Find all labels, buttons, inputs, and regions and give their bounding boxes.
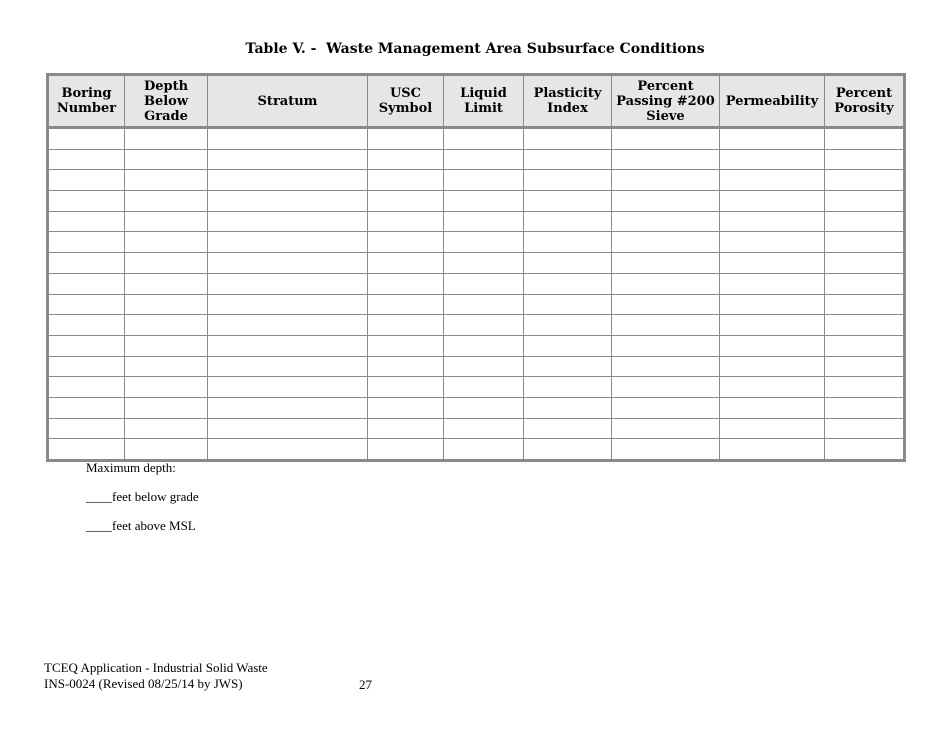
table-cell[interactable] bbox=[825, 273, 905, 294]
table-cell[interactable] bbox=[208, 294, 368, 315]
table-cell[interactable] bbox=[125, 294, 208, 315]
table-cell[interactable] bbox=[48, 149, 125, 170]
table-cell[interactable] bbox=[208, 273, 368, 294]
table-body bbox=[48, 128, 905, 461]
table-cell[interactable] bbox=[208, 191, 368, 212]
table-cell[interactable] bbox=[208, 170, 368, 191]
table-cell[interactable] bbox=[524, 315, 612, 336]
table-cell[interactable] bbox=[720, 315, 825, 336]
table-cell[interactable] bbox=[125, 128, 208, 150]
table-row bbox=[48, 315, 905, 336]
table-cell[interactable] bbox=[612, 253, 720, 274]
table-cell[interactable] bbox=[612, 211, 720, 232]
table-cell[interactable] bbox=[368, 128, 444, 150]
header-plasticity-index: Plasticity Index bbox=[524, 75, 612, 128]
table-cell[interactable] bbox=[825, 439, 905, 461]
table-cell[interactable] bbox=[825, 170, 905, 191]
table-row bbox=[48, 128, 905, 150]
table-cell[interactable] bbox=[48, 335, 125, 356]
table-cell[interactable] bbox=[368, 356, 444, 377]
header-row bbox=[48, 75, 905, 128]
table-cell[interactable] bbox=[524, 232, 612, 253]
table-cell[interactable] bbox=[825, 377, 905, 398]
table-cell[interactable] bbox=[612, 170, 720, 191]
table-row bbox=[48, 439, 905, 461]
table-row bbox=[48, 253, 905, 274]
table-cell[interactable] bbox=[125, 253, 208, 274]
table-cell[interactable] bbox=[612, 397, 720, 418]
footer-form-revision: INS-0024 (Revised 08/25/14 by JWS) bbox=[44, 676, 243, 691]
table-cell[interactable] bbox=[208, 211, 368, 232]
table-cell[interactable] bbox=[612, 418, 720, 439]
table-cell[interactable] bbox=[444, 315, 524, 336]
table-cell[interactable] bbox=[125, 397, 208, 418]
table-cell[interactable] bbox=[125, 211, 208, 232]
table-cell[interactable] bbox=[48, 377, 125, 398]
table-cell[interactable] bbox=[444, 356, 524, 377]
table-cell[interactable] bbox=[720, 418, 825, 439]
table-cell[interactable] bbox=[825, 191, 905, 212]
table-row bbox=[48, 397, 905, 418]
table-row bbox=[48, 335, 905, 356]
table-row bbox=[48, 149, 905, 170]
table-cell[interactable] bbox=[612, 128, 720, 150]
table-cell[interactable] bbox=[825, 418, 905, 439]
table-cell[interactable] bbox=[125, 377, 208, 398]
table-cell[interactable] bbox=[720, 149, 825, 170]
table-cell[interactable] bbox=[524, 397, 612, 418]
table-cell[interactable] bbox=[125, 232, 208, 253]
table-cell[interactable] bbox=[720, 128, 825, 150]
table-cell[interactable] bbox=[612, 294, 720, 315]
table-cell[interactable] bbox=[444, 211, 524, 232]
header-stratum: Stratum bbox=[208, 75, 368, 128]
header-permeability: Permeability bbox=[720, 75, 825, 128]
table-cell[interactable] bbox=[48, 232, 125, 253]
table-cell[interactable] bbox=[524, 253, 612, 274]
table-title: Table V. - Waste Management Area Subsurface Conditions bbox=[245, 41, 705, 57]
table-row bbox=[48, 356, 905, 377]
table-cell[interactable] bbox=[825, 232, 905, 253]
table-cell[interactable] bbox=[612, 232, 720, 253]
table-cell[interactable] bbox=[444, 294, 524, 315]
table-row bbox=[48, 232, 905, 253]
table-cell[interactable] bbox=[208, 128, 368, 150]
table-cell[interactable] bbox=[208, 418, 368, 439]
table-cell[interactable] bbox=[125, 315, 208, 336]
table-cell[interactable] bbox=[444, 335, 524, 356]
table-cell[interactable] bbox=[48, 294, 125, 315]
table-cell[interactable] bbox=[48, 439, 125, 461]
table-cell[interactable] bbox=[720, 439, 825, 461]
table-cell[interactable] bbox=[125, 439, 208, 461]
table-cell[interactable] bbox=[368, 315, 444, 336]
table-cell[interactable] bbox=[444, 170, 524, 191]
table-cell[interactable] bbox=[48, 315, 125, 336]
table-cell[interactable] bbox=[208, 335, 368, 356]
table-cell[interactable] bbox=[524, 128, 612, 150]
feet-above-msl-field: ____feet above MSL bbox=[86, 518, 196, 533]
table-cell[interactable] bbox=[125, 418, 208, 439]
table-cell[interactable] bbox=[368, 211, 444, 232]
table-cell[interactable] bbox=[125, 273, 208, 294]
table-cell[interactable] bbox=[524, 170, 612, 191]
table-cell[interactable] bbox=[612, 335, 720, 356]
header-percent-passing-200-sieve: Percent Passing #200 Sieve bbox=[612, 75, 720, 128]
table-row bbox=[48, 294, 905, 315]
table-cell[interactable] bbox=[612, 273, 720, 294]
footer-application-title: TCEQ Application - Industrial Solid Waste bbox=[44, 660, 268, 675]
table-cell[interactable] bbox=[524, 149, 612, 170]
table-cell[interactable] bbox=[48, 397, 125, 418]
table-cell[interactable] bbox=[48, 128, 125, 150]
table-cell[interactable] bbox=[48, 273, 125, 294]
table-cell[interactable] bbox=[368, 439, 444, 461]
table-cell[interactable] bbox=[612, 356, 720, 377]
header-liquid-limit: Liquid Limit bbox=[444, 75, 524, 128]
table-cell[interactable] bbox=[825, 128, 905, 150]
table-cell[interactable] bbox=[48, 253, 125, 274]
feet-below-grade-field: ____feet below grade bbox=[86, 489, 199, 504]
table-cell[interactable] bbox=[825, 253, 905, 274]
table-cell[interactable] bbox=[208, 439, 368, 461]
table-cell[interactable] bbox=[368, 294, 444, 315]
table-cell[interactable] bbox=[444, 377, 524, 398]
table-cell[interactable] bbox=[612, 439, 720, 461]
table-row bbox=[48, 418, 905, 439]
table-cell[interactable] bbox=[125, 191, 208, 212]
header-percent-porosity: Percent Porosity bbox=[825, 75, 905, 128]
table-cell[interactable] bbox=[524, 294, 612, 315]
table-cell[interactable] bbox=[720, 377, 825, 398]
table-cell[interactable] bbox=[444, 273, 524, 294]
table-cell[interactable] bbox=[48, 211, 125, 232]
table-cell[interactable] bbox=[368, 191, 444, 212]
table-cell[interactable] bbox=[444, 397, 524, 418]
table-cell[interactable] bbox=[48, 191, 125, 212]
table-cell[interactable] bbox=[368, 273, 444, 294]
table-cell[interactable] bbox=[444, 232, 524, 253]
table-cell[interactable] bbox=[48, 356, 125, 377]
table-cell[interactable] bbox=[444, 149, 524, 170]
page-number: 27 bbox=[359, 677, 372, 692]
table-row bbox=[48, 211, 905, 232]
table-cell[interactable] bbox=[368, 397, 444, 418]
table-cell[interactable] bbox=[612, 377, 720, 398]
table-cell[interactable] bbox=[524, 335, 612, 356]
table-cell[interactable] bbox=[208, 253, 368, 274]
table-cell[interactable] bbox=[825, 356, 905, 377]
table-row bbox=[48, 377, 905, 398]
table-cell[interactable] bbox=[444, 191, 524, 212]
table-cell[interactable] bbox=[720, 191, 825, 212]
table-cell[interactable] bbox=[444, 128, 524, 150]
table-cell[interactable] bbox=[720, 397, 825, 418]
table-cell[interactable] bbox=[612, 149, 720, 170]
table-cell[interactable] bbox=[208, 315, 368, 336]
maximum-depth-label: Maximum depth: bbox=[86, 460, 176, 475]
table-cell[interactable] bbox=[125, 170, 208, 191]
table-cell[interactable] bbox=[524, 211, 612, 232]
table-cell[interactable] bbox=[444, 439, 524, 461]
table-cell[interactable] bbox=[825, 397, 905, 418]
table-cell[interactable] bbox=[524, 377, 612, 398]
table-cell[interactable] bbox=[612, 191, 720, 212]
header-usc-symbol: USC Symbol bbox=[368, 75, 444, 128]
table-cell[interactable] bbox=[208, 397, 368, 418]
table-cell[interactable] bbox=[524, 356, 612, 377]
table-cell[interactable] bbox=[720, 170, 825, 191]
table-cell[interactable] bbox=[825, 294, 905, 315]
table-cell[interactable] bbox=[524, 418, 612, 439]
table-cell[interactable] bbox=[368, 377, 444, 398]
table-cell[interactable] bbox=[524, 439, 612, 461]
table-cell[interactable] bbox=[368, 170, 444, 191]
table-cell[interactable] bbox=[208, 356, 368, 377]
table-cell[interactable] bbox=[368, 232, 444, 253]
table-cell[interactable] bbox=[368, 335, 444, 356]
table-row bbox=[48, 170, 905, 191]
table-cell[interactable] bbox=[444, 253, 524, 274]
table-cell[interactable] bbox=[125, 356, 208, 377]
table-cell[interactable] bbox=[208, 232, 368, 253]
table-cell[interactable] bbox=[825, 315, 905, 336]
table-cell[interactable] bbox=[612, 315, 720, 336]
table-cell[interactable] bbox=[524, 191, 612, 212]
table-cell[interactable] bbox=[125, 149, 208, 170]
table-cell[interactable] bbox=[720, 232, 825, 253]
table-cell[interactable] bbox=[720, 211, 825, 232]
table-cell[interactable] bbox=[524, 273, 612, 294]
subsurface-conditions-table bbox=[46, 73, 906, 462]
table-cell[interactable] bbox=[368, 149, 444, 170]
table-row bbox=[48, 191, 905, 212]
table-cell[interactable] bbox=[48, 170, 125, 191]
header-depth-below-grade: Depth Below Grade bbox=[125, 75, 208, 128]
table-cell[interactable] bbox=[825, 335, 905, 356]
table-cell[interactable] bbox=[825, 149, 905, 170]
table-cell[interactable] bbox=[125, 335, 208, 356]
table-cell[interactable] bbox=[368, 418, 444, 439]
table-cell[interactable] bbox=[444, 418, 524, 439]
table-cell[interactable] bbox=[720, 273, 825, 294]
table-cell[interactable] bbox=[720, 294, 825, 315]
table-cell[interactable] bbox=[825, 211, 905, 232]
table-cell[interactable] bbox=[48, 418, 125, 439]
table-cell[interactable] bbox=[208, 377, 368, 398]
table-cell[interactable] bbox=[368, 253, 444, 274]
table-cell[interactable] bbox=[720, 356, 825, 377]
table-row bbox=[48, 273, 905, 294]
header-boring-number: Boring Number bbox=[48, 75, 125, 128]
table-cell[interactable] bbox=[720, 335, 825, 356]
table-cell[interactable] bbox=[208, 149, 368, 170]
table-cell[interactable] bbox=[720, 253, 825, 274]
